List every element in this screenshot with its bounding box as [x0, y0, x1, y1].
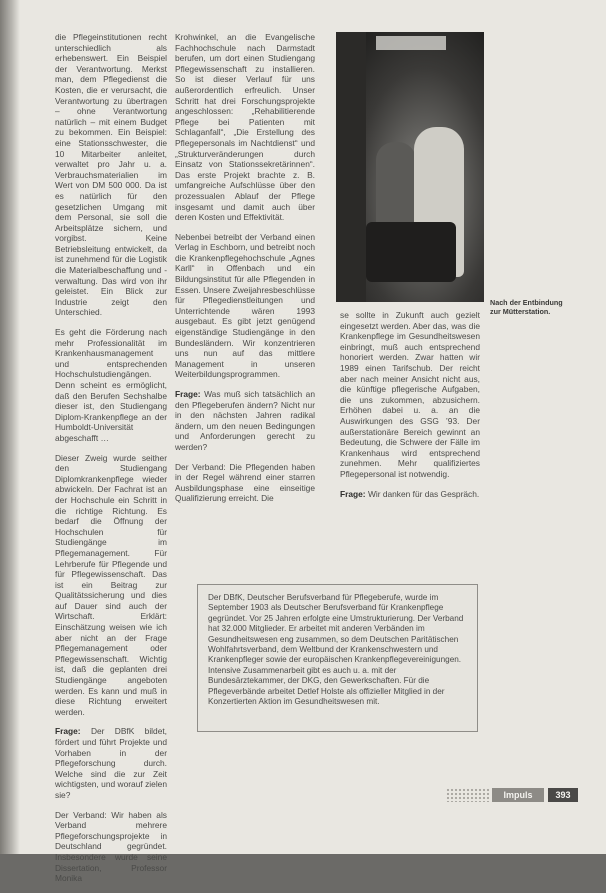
paragraph: Krohwinkel, an die Evangelische Fachhochschule nach Darmstadt berufen, um dort einen Studiengang Pflegewissenschaft zu installieren. So ist dieser Verlauf für uns außerordentlich erfreulich. Unser Schritt hat drei Forschungsprojekte angeschlossen: „Rehabilitierende Pflege bei Patienten mit Schlaganfall“, „Die Erstellung des Pflegepersonals im Nachtdienst“ und „Strukturveränderungen durch Einsatz von Stationssekretärinnen“. Das erste Projekt brachte z. B. umfangreiche Aufschlüsse über den prozessualen Ablauf der Pflege insgesamt und damit auch über deren Kosten und Effektivität. [175, 32, 315, 223]
paragraph: Es geht die Förderung nach mehr Professionalität im Krankenhausmanagement und entsprechenden Hochschulstudiengängen. Denn scheint es ermöglicht, daß den Berufen Sechshalbe dieser ist, den Studiengang Diplom-Krankenpflege an der Humboldt-Universität abgeschafft … [55, 327, 167, 443]
paragraph: Der Verband: Wir haben als Verband mehrere Pflegeforschungsprojekte in Deutschland gegründet. Insbesondere wurde seine Dissertation, Professor Monika [55, 809, 167, 884]
hospital-photo [336, 32, 484, 302]
text-column-3 [340, 310, 480, 508]
question-label: Frage: [55, 726, 81, 737]
page-binding-shadow [0, 0, 20, 854]
page-number: 393 [548, 788, 578, 802]
text-column-1 [55, 32, 167, 893]
question-text: Der DBfK bildet, fördert und führt Projekte und Vorhaben in der Pflegeforschung durch. Welche sind die zur Zeit wichtigsten, und worauf zielen sie? [55, 726, 168, 800]
paragraph: die Pflegeinstitutionen recht unterschiedlich als erhebenswert. Ein Beispiel der Verantwortung. Merkst man, dem Pflegedienst die Kosten, die er verursacht, die Verantwortung zu übertragen – ohne Verantwortung natürlich – mit einem Budget zu bekommen. Ein Beispiel: eine Stationsschwester, die 10 Mitarbeiter anleitet, verwaltet pro Jahr u. a. Verbrauchsmaterialien im Wert von DM 500 000. Da ist es natürlich für den gesetzlichen Umgang mit dem Personal, sie soll die Arbeitsplätze sichern, und vorgibst. Keine Betriebsleitung entwickelt, da ist zunehmend für die Logistik die Materialbeschaffung und -verwaltung. Das wird von ihr geleistet. Ein Blick zur Industrie zeigt den Unterschied. [55, 32, 167, 318]
magazine-logo: Impuls [492, 788, 544, 802]
photo-wheelchair [366, 222, 456, 282]
info-box: Der DBfK, Deutscher Berufsverband für Pflegeberufe, wurde im September 1903 als Deutscher Berufsverband für Krankenpflege gegründet. Vor 25 Jahren erfolgte eine Umstrukturierung. Der Verband hat 32.000 Mitglieder. Er arbeitet mit anderen Verbänden im Gesundheitswesen eng zusammen, so dem Deutschen Paritätischen Wohlfahrtsverband, dem Weltbund der Krankenschwestern und Krankenpfleger sowie der europäischen Krankenpflegevereinigungen. Intensive Zusammenarbeit gibt es auch u. a. mit der Bundesärztekammer, der DKG, den Gewerkschaften. Für die Pflegeverbände arbeitet Detlef Holste als offizieller Mitglied in der Konzertierten Aktion im Gesundheitswesen mit. [197, 584, 478, 732]
question-label: Frage: [340, 488, 366, 499]
interview-question [340, 489, 480, 500]
question-label: Frage: [175, 389, 201, 399]
photo-caption: Nach der Entbindung zur Mütterstation. [490, 298, 563, 316]
photo-ceiling-light [376, 36, 446, 50]
paragraph: se sollte in Zukunft auch gezielt eingesetzt werden. Aber das, was die Krankenpflege im Gesundheitswesen einbringt, muß auch entsprechend honoriert werden. Zwar hatten wir 1989 einen Tarifschub. Der reicht aber nach meiner Ansicht nicht aus, die künftige pflegerische Aufgaben, die uns zukommen, abzusichern. Erhöhen dabei u. a. an die Auswirkungen des GSG ’93. Der außerstationäre Bereich gewinnt an Bedeutung, die Schwere der Fälle im Krankenhaus wird entsprechend zunehmen. Mehr qualifiziertes Pflegepersonal ist notwendig. [340, 310, 480, 479]
text-column-2 [175, 32, 315, 513]
question-text: Wir danken für das Gespräch. [367, 488, 480, 499]
interview-question [55, 726, 167, 800]
paragraph: Dieser Zweig wurde seither den Studiengang Diplomkrankenpflege wieder abwickeln. Der Fachrat ist an der Hochschule ein Schritt in die richtige Richtung. Es bedarf die Öffnung der Hochschulen für Studiengänge im Pflegemanagement. Für Lehrberufe für Pflegende und für Pflegewissenschaft. Das ist ein Beitrag zur Qualitätssicherung und dies auf Dauer sind auch der Wirtschaft. Erklärt: Einschätzung weisen wie ich aber nicht an der Frage Pflegemanagement oder Pflegewissenschaft. Wichtig ist, daß die geplanten drei Studiengänge angeboten werden. Es kann und muß in diese Richtung erweitert werden. [55, 452, 167, 717]
paragraph: Der Verband: Die Pflegenden haben in der Regel während einer starren Ausbildungsphase eine einseitige Qualifizierung erreicht. Die [175, 461, 315, 504]
photo-wall [336, 32, 366, 302]
question-text: Was muß sich tatsächlich an den Pflegeberufen ändern? Nicht nur in den nächsten Jahren radikal ändern, um den neuen Bedingungen und Anforderungen gerecht zu werden? [175, 389, 315, 452]
dot-pattern-decoration [446, 788, 490, 802]
paragraph: Nebenbei betreibt der Verband einen Verlag in Eschborn, und betreibt noch die Krankenpflegehochschule „Agnes Karll“ in Offenbach und ein Bildungsinstitut für alle Pflegenden in Essen. Unsere Zweijahresbeschlüsse für Pflegedienstleitungen und Unterrichtende wären 1993 ausgebaut. Es gibt jetzt genügend eigenständige Studiengänge in den Bundesländern. Wir konzentrieren uns nun auf das mittlere Management in unseren Weiterbildungsprogrammen. [175, 231, 315, 380]
interview-question [175, 389, 315, 453]
